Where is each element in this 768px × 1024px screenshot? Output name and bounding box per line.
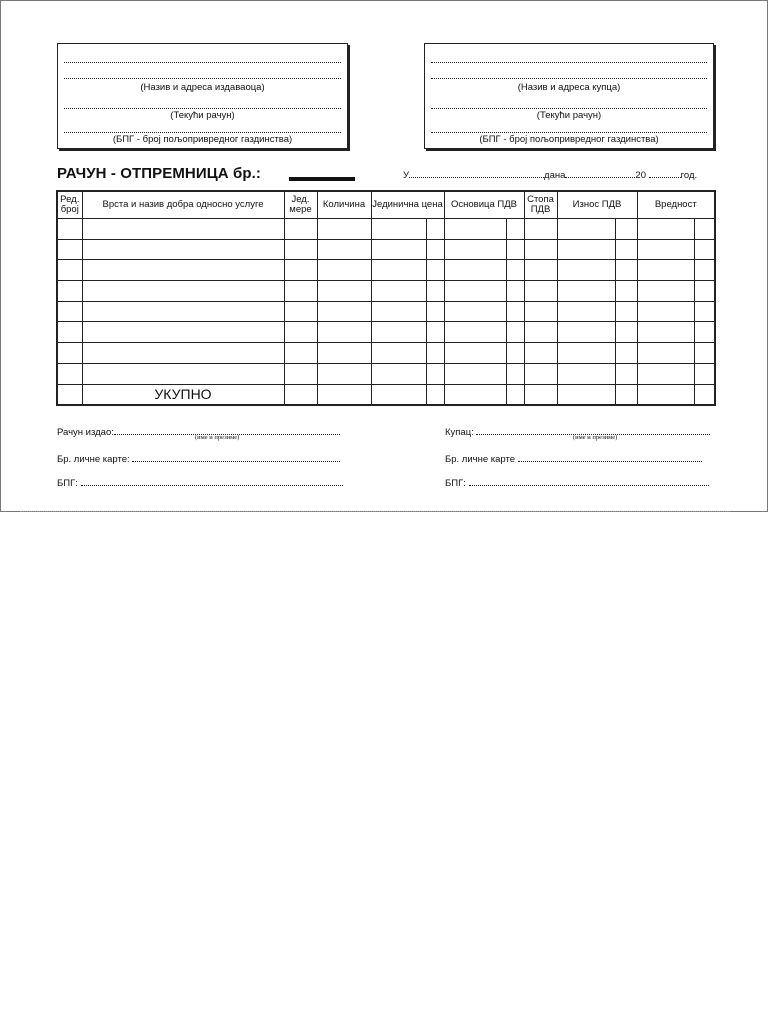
table-cell[interactable] [694,260,715,281]
table-cell[interactable] [615,384,637,405]
table-cell[interactable] [57,363,82,384]
table-cell[interactable] [524,363,557,384]
table-cell[interactable] [284,363,317,384]
buyer-box [424,43,714,149]
table-cell[interactable] [444,363,506,384]
table-cell[interactable] [506,239,524,260]
issuer-name-line-1[interactable] [64,50,341,63]
total-label: УКУПНО [82,384,284,405]
table-cell[interactable] [317,322,371,343]
table-cell[interactable] [284,301,317,322]
header-unit: Јед. мере [284,191,317,219]
table-total-row [57,384,715,405]
table-cell[interactable] [426,363,444,384]
buyer-id-card-label: Бр. личне карте [445,454,516,465]
table-cell[interactable] [557,322,615,343]
table-cell[interactable] [444,322,506,343]
table-cell[interactable] [524,343,557,364]
header-unit-price: Јединична цена [371,191,444,219]
table-cell[interactable] [284,219,317,240]
table-cell[interactable] [506,322,524,343]
table-cell[interactable] [371,281,426,302]
buyer-name-caption: (Назив и адреса купца) [517,82,621,93]
table-cell[interactable] [57,219,82,240]
issuer-bpg-line[interactable] [64,120,341,133]
issued-by-label: Рачун издао: [57,427,114,438]
table-cell[interactable] [444,384,506,405]
table-cell[interactable] [317,343,371,364]
table-cell[interactable] [444,260,506,281]
table-cell[interactable] [426,239,444,260]
table-cell[interactable] [444,239,506,260]
table-cell[interactable] [615,281,637,302]
buyer-bpg-label: БПГ: [445,478,466,489]
buyer-id-card-row [445,452,702,465]
date-line [403,170,697,181]
invoice-title: РАЧУН - ОТПРЕМНИЦА бр.: [57,165,261,182]
table-cell[interactable] [284,281,317,302]
table-cell[interactable] [371,322,426,343]
table-cell[interactable] [637,281,694,302]
day-label: дана [544,170,566,181]
table-cell[interactable] [637,343,694,364]
table-cell[interactable] [82,301,284,322]
table-row [57,322,715,343]
table-cell[interactable] [284,384,317,405]
table-cell[interactable] [694,322,715,343]
table-cell[interactable] [637,301,694,322]
year-suffix: год. [680,170,698,181]
table-cell[interactable] [694,384,715,405]
table-cell[interactable] [284,260,317,281]
table-cell[interactable] [524,239,557,260]
table-cell[interactable] [615,219,637,240]
table-cell[interactable] [524,281,557,302]
issued-by-name-hint: (име и презиме) [195,434,240,441]
buyer-account-line[interactable] [431,96,707,109]
table-cell[interactable] [426,260,444,281]
table-cell[interactable] [284,239,317,260]
table-cell[interactable] [557,281,615,302]
issuer-bpg-field[interactable] [81,476,343,486]
table-cell[interactable] [371,384,426,405]
year-prefix: 20 [635,170,646,181]
buyer-bpg-field[interactable] [469,476,709,486]
year-field[interactable] [649,177,681,178]
table-cell[interactable] [506,219,524,240]
table-cell[interactable] [82,239,284,260]
table-cell[interactable] [615,322,637,343]
buyer-bpg-row [445,476,709,489]
table-cell[interactable] [317,384,371,405]
buyer-name-line-2[interactable] [431,66,707,79]
table-cell[interactable] [426,301,444,322]
table-cell[interactable] [694,343,715,364]
issuer-id-card-row [57,452,340,465]
table-cell[interactable] [371,219,426,240]
issuer-account-caption: (Текући рачун) [170,110,235,121]
header-value: Вредност [637,191,715,219]
table-cell[interactable] [524,219,557,240]
table-cell[interactable] [317,301,371,322]
issuer-id-card-label: Бр. личне карте: [57,454,130,465]
table-cell[interactable] [57,239,82,260]
table-cell[interactable] [317,219,371,240]
table-row [57,301,715,322]
table-cell[interactable] [524,301,557,322]
header-vat-amount: Износ ПДВ [557,191,637,219]
issuer-account-line[interactable] [64,96,341,109]
table-row [57,219,715,240]
issuer-bpg-row [57,476,343,489]
table-cell[interactable] [371,260,426,281]
table-cell[interactable] [615,239,637,260]
header-quantity: Количина [317,191,371,219]
table-cell[interactable] [426,343,444,364]
table-cell[interactable] [637,363,694,384]
buyer-bpg-line[interactable] [431,120,707,133]
table-cell[interactable] [82,281,284,302]
table-cell[interactable] [444,219,506,240]
table-cell[interactable] [557,219,615,240]
table-cell[interactable] [694,301,715,322]
table-cell[interactable] [694,219,715,240]
issuer-id-card-field[interactable] [132,452,340,462]
buyer-label: Купац: [445,427,474,438]
table-cell[interactable] [371,363,426,384]
table-cell[interactable] [557,384,615,405]
table-cell[interactable] [557,239,615,260]
issuer-box [57,43,348,149]
table-cell[interactable] [557,301,615,322]
table-cell[interactable] [637,239,694,260]
table-cell[interactable] [637,322,694,343]
table-cell[interactable] [371,301,426,322]
table-cell[interactable] [506,343,524,364]
table-cell[interactable] [426,322,444,343]
table-cell[interactable] [694,239,715,260]
table-row [57,363,715,384]
table-cell[interactable] [524,384,557,405]
header-vat-rate: Стопа ПДВ [524,191,557,219]
table-body [57,219,715,406]
table-row [57,343,715,364]
table-cell[interactable] [371,239,426,260]
table-header-row [57,191,715,219]
table-cell[interactable] [694,281,715,302]
issuer-name-line-2[interactable] [64,66,341,79]
table-cell[interactable] [506,260,524,281]
table-cell[interactable] [444,281,506,302]
table-cell[interactable] [524,260,557,281]
table-cell[interactable] [615,301,637,322]
table-row [57,239,715,260]
day-field[interactable] [565,177,635,178]
buyer-name-hint: (име и презиме) [573,434,618,441]
place-prefix: У [403,170,410,181]
header-row-no: Ред. број [57,191,82,219]
table-cell[interactable] [371,343,426,364]
table-cell[interactable] [694,363,715,384]
table-row [57,281,715,302]
buyer-name-line-1[interactable] [431,50,707,63]
buyer-bpg-caption: (БПГ - број пољопривредног газдинства) [479,134,659,145]
issuer-name-caption: (Назив и адреса издаваоца) [140,82,265,93]
table-cell[interactable] [317,239,371,260]
table-cell[interactable] [317,363,371,384]
table-cell[interactable] [444,301,506,322]
table-cell[interactable] [444,343,506,364]
table-cell[interactable] [506,363,524,384]
table-cell[interactable] [557,343,615,364]
table-cell[interactable] [426,384,444,405]
table-cell[interactable] [637,219,694,240]
table-cell[interactable] [284,322,317,343]
table-cell[interactable] [506,301,524,322]
table-cell[interactable] [82,363,284,384]
table-cell[interactable] [82,343,284,364]
buyer-id-card-field[interactable] [518,452,702,462]
table-cell[interactable] [637,260,694,281]
table-cell[interactable] [82,260,284,281]
table-cell[interactable] [506,281,524,302]
table-cell[interactable] [57,301,82,322]
table-cell[interactable] [615,260,637,281]
table-cell[interactable] [57,260,82,281]
items-table [56,190,716,406]
table-cell[interactable] [317,260,371,281]
table-cell[interactable] [426,281,444,302]
header-description: Врста и назив добра односно услуге [82,191,284,219]
header-vat-base: Основица ПДВ [444,191,524,219]
table-cell[interactable] [637,384,694,405]
issuer-bpg-label: БПГ: [57,478,78,489]
table-cell[interactable] [57,281,82,302]
table-row [57,260,715,281]
buyer-account-caption: (Текући рачун) [536,110,602,121]
table-cell[interactable] [557,260,615,281]
table-cell[interactable] [57,322,82,343]
issuer-bpg-caption: (БПГ - број пољопривредног газдинства) [112,134,293,145]
table-cell[interactable] [524,322,557,343]
table-cell[interactable] [82,219,284,240]
invoice-number-field[interactable] [289,177,355,181]
table-cell[interactable] [426,219,444,240]
table-cell[interactable] [506,384,524,405]
table-cell[interactable] [82,322,284,343]
table-cell[interactable] [317,281,371,302]
sheet-cut-line [20,511,730,512]
table-cell[interactable] [284,343,317,364]
table-cell[interactable] [615,363,637,384]
table-cell[interactable] [615,343,637,364]
table-cell[interactable] [57,343,82,364]
place-field[interactable] [409,177,544,178]
table-cell[interactable] [557,363,615,384]
table-cell[interactable] [57,384,82,405]
